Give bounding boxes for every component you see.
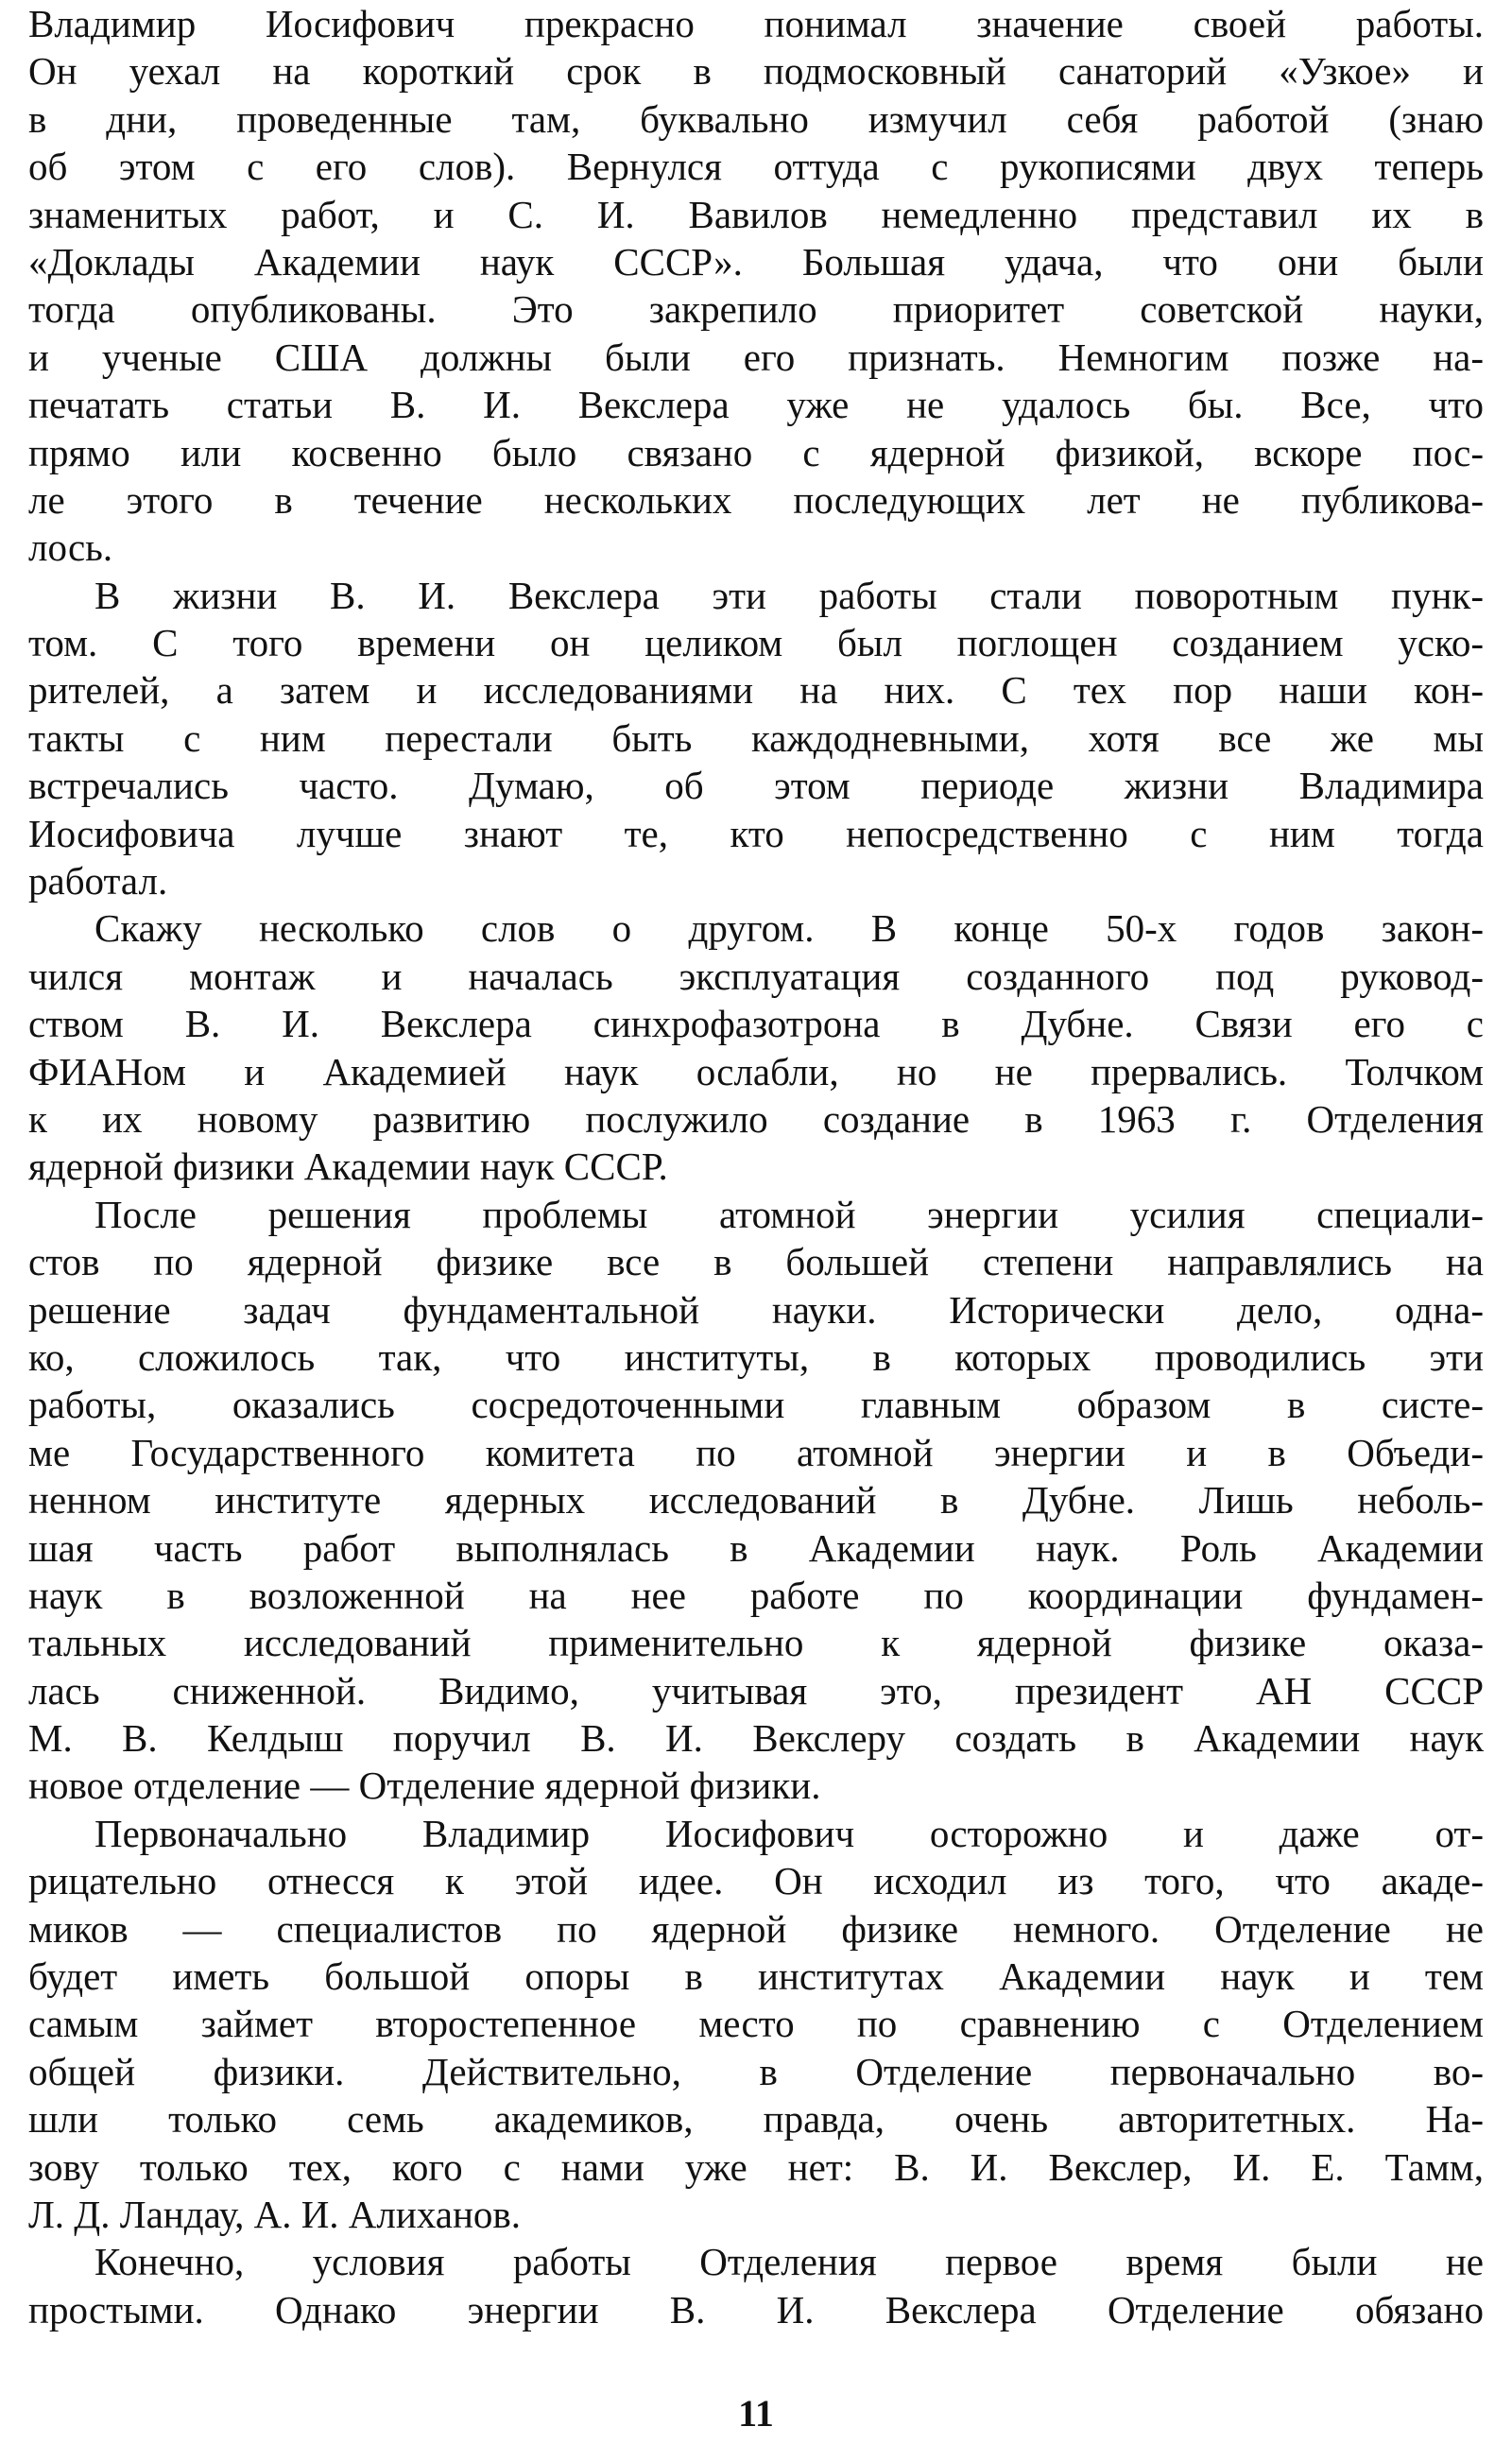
text-line: Он уехал на короткий срок в подмосковный санаторий «Узкое» и [28,49,1484,94]
text-line: «Доклады Академии наук СССР». Большая удача, что они были [28,239,1484,284]
text-line: Конечно, условия работы Отделения первое время были не [94,2240,1484,2284]
text-line: знаменитых работ, и С. И. Вавилов немедленно представил их в [28,192,1484,236]
text-line: Иосифовича лучше знают те, кто непосредственно с ним тогда [28,811,1484,855]
text-line: работал. [28,859,168,904]
text-line: ством В. И. Векслера синхрофазотрона в Дубне. Связи его с [28,1002,1484,1046]
page-number: 11 [738,2392,774,2435]
text-line: работы, оказались сосредоточенными главным образом в систе- [28,1383,1484,1427]
text-line: ФИАНом и Академией наук ослабли, но не прервались. Толчком [28,1049,1484,1093]
text-line: наук в возложенной на нее работе по координации фундамен- [28,1573,1484,1617]
text-line: том. С того времени он целиком был поглощен созданием уско- [28,621,1484,665]
text-line: ненном институте ядерных исследований в Дубне. Лишь неболь- [28,1478,1484,1523]
text-line: тогда опубликованы. Это закрепило приоритет советской науки, [28,287,1484,332]
text-line: рителей, а затем и исследованиями на них. С тех пор наши кон- [28,668,1484,713]
text-line: шая часть работ выполнялась в Академии наук. Роль Академии [28,1525,1484,1570]
text-line: к их новому развитию послужило создание в 1963 г. Отделения [28,1096,1484,1141]
text-line: ко, сложилось так, что институты, в которых проводились эти [28,1334,1484,1379]
text-line: такты с ним перестали быть каждодневными, хотя все же мы [28,715,1484,760]
text-line: прямо или косвенно было связано с ядерной физикой, вскоре пос- [28,430,1484,474]
text-line: чился монтаж и началась эксплуатация созданного под руковод- [28,954,1484,998]
text-line: Скажу несколько слов о другом. В конце 50-х годов закон- [94,906,1484,951]
text-line: и ученые США должны были его признать. Немногим позже на- [28,335,1484,379]
paragraph [28,904,1484,1190]
text-line: самым займет второстепенное место по сравнению с Отделением [28,2002,1484,2046]
text-line: стов по ядерной физике все в большей степени направлялись на [28,1240,1484,1284]
text-line: лось. [28,525,113,570]
text-line: После решения проблемы атомной энергии усилия специали- [94,1192,1484,1236]
text-line: будет иметь большой опоры в институтах Академии наук и тем [28,1954,1484,1999]
text-line: М. В. Келдыш поручил В. И. Векслеру создать в Академии наук [28,1716,1484,1761]
text-line: Первоначально Владимир Иосифович осторожно и даже от- [94,1811,1484,1855]
text-line: ме Государственного комитета по атомной энергии и в Объеди- [28,1430,1484,1474]
text-line: печатать статьи В. И. Векслера уже не удалось бы. Все, что [28,383,1484,427]
text-line: ле этого в течение нескольких последующих лет не публикова- [28,477,1484,522]
text-line: простыми. Однако энергии В. И. Векслера Отделение обязано [28,2287,1484,2332]
paragraph [28,1191,1484,1810]
text-line: встречались часто. Думаю, об этом периоде жизни Владимира [28,764,1484,808]
text-line: Владимир Иосифович прекрасно понимал значение своей работы. [28,2,1484,45]
paragraph [28,572,1484,905]
text-line: лась сниженной. Видимо, учитывая это, президент АН СССР [28,1668,1484,1712]
text-line: общей физики. Действительно, в Отделение первоначально во- [28,2049,1484,2093]
text-line: решение задач фундаментальной науки. Исторически дело, одна- [28,1287,1484,1332]
book-page [28,0,1484,2461]
text-line: тальных исследований применительно к ядерной физике оказа- [28,1621,1484,1665]
text-line: зову только тех, кого с нами уже нет: В. И. Векслер, И. Е. Тамм, [28,2144,1484,2189]
text-line: В жизни В. И. Векслера эти работы стали поворотным пунк- [94,573,1484,617]
text-line: ядерной физики Академии наук СССР. [28,1144,668,1189]
text-line: шли только семь академиков, правда, очень авторитетных. На- [28,2097,1484,2142]
paragraph [28,1810,1484,2239]
text-line: рицательно отнесся к этой идее. Он исходил из того, что акаде- [28,1859,1484,1903]
text-line: Л. Д. Ландау, А. И. Алиханов. [28,2192,522,2236]
text-line: в дни, проведенные там, буквально измучил себя работой (знаю [28,96,1484,141]
text-line: миков — специалистов по ядерной физике немного. Отделение не [28,1906,1484,1951]
paragraph [28,0,1484,572]
paragraph [28,2238,1484,2333]
text-line: новое отделение — Отделение ядерной физики. [28,1764,821,1808]
page-body-text [28,0,1484,2333]
text-line: об этом с его слов). Вернулся оттуда с рукописями двух теперь [28,145,1484,189]
